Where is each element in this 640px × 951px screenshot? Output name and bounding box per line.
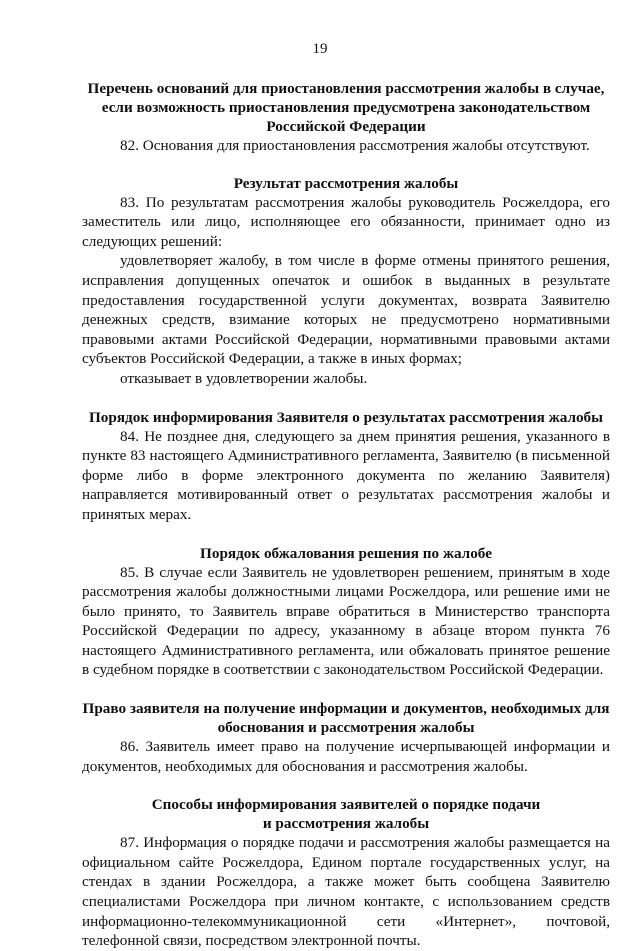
section-heading-appeal-procedure: Порядок обжалования решения по жалобе	[200, 544, 492, 562]
heading-line: Право заявителя на получение информации и документов, необходимых для	[82, 700, 610, 718]
section-heading-right-to-information	[82, 699, 610, 737]
document-body	[82, 79, 610, 951]
heading-line: обоснования и рассмотрения жалобы	[217, 719, 475, 737]
paragraph-83: 83. По результатам рассмотрения жалобы руководитель Росжелдора, его заместитель или лицо, исполняющее его обязанности, принимает одно из следующих решений:	[82, 193, 610, 250]
paragraph-83-option-refuse: отказывает в удовлетворении жалобы.	[120, 369, 368, 387]
section-heading-informing-methods	[82, 795, 610, 833]
section-heading-complaint-result: Результат рассмотрения жалобы	[233, 174, 459, 192]
paragraph-86: 86. Заявитель имеет право на получение исчерпывающей информации и документов, необходимых для обоснования и рассмотрения жалобы.	[82, 738, 610, 775]
paragraph-82: 82. Основания для приостановления рассмотрения жалобы отсутствуют.	[120, 137, 590, 154]
heading-line: и рассмотрения жалобы	[262, 815, 430, 833]
section-heading-informing-applicant: Порядок информирования Заявителя о результатах рассмотрения жалобы	[88, 408, 604, 426]
heading-line: Российской Федерации	[266, 118, 426, 135]
paragraph-84: 84. Не позднее дня, следующего за днем принятия решения, указанного в пункте 83 настоящего Административного регламента, Заявителю (в письменной форме либо в форме электронного документа по желанию Заявителя) направляется мотивированный ответ о результатах рассмотрения жалобы и принятых мерах.	[82, 427, 610, 523]
heading-line: Перечень оснований для приостановления рассмотрения жалобы в случае,	[87, 80, 605, 97]
paragraph-85: 85. В случае если Заявитель не удовлетворен решением, принятым в ходе рассмотрения жалобы должностными лицами Росжелдора, или решение ими не было принято, то Заявитель вправе обратиться в Министерство транспорта Российской Федерации по адресу, указанному в абзаце втором пункта 76 настоящего Административного регламента, или обжаловать принятое решение в судебном порядке в соответствии с законодательством Российской Федерации.	[82, 563, 610, 679]
paragraph-87: 87. Информация о порядке подачи и рассмотрения жалобы размещается на официальном сайте Росжелдора, Едином портале государственных услуг, на стендах в здании Росжелдора, а также может быть сообщена Заявителю специалистами Росжелдора при личном контакте, с использованием средств информационно-телекоммуникационной сети «Интернет», почтовой, телефонной связи, посредством электронной почты.	[82, 834, 610, 950]
section-heading-suspension-grounds	[82, 79, 610, 136]
heading-line: Способы информирования заявителей о порядке подачи	[151, 796, 541, 814]
paragraph-83-option-satisfy: удовлетворяет жалобу, в том числе в форме отмены принятого решения, исправления допущенных опечаток и ошибок в выданных в результате предоставления государственной услуги документах, возврата Заявителю денежных средств, взимание которых не предусмотрено нормативными правовыми актами Российской Федерации, нормативными правовыми актами субъектов Российской Федерации, а также в иных формах;	[82, 252, 610, 368]
heading-line: если возможность приостановления предусмотрена законодательством	[101, 99, 591, 116]
page-number: 19	[312, 41, 328, 57]
